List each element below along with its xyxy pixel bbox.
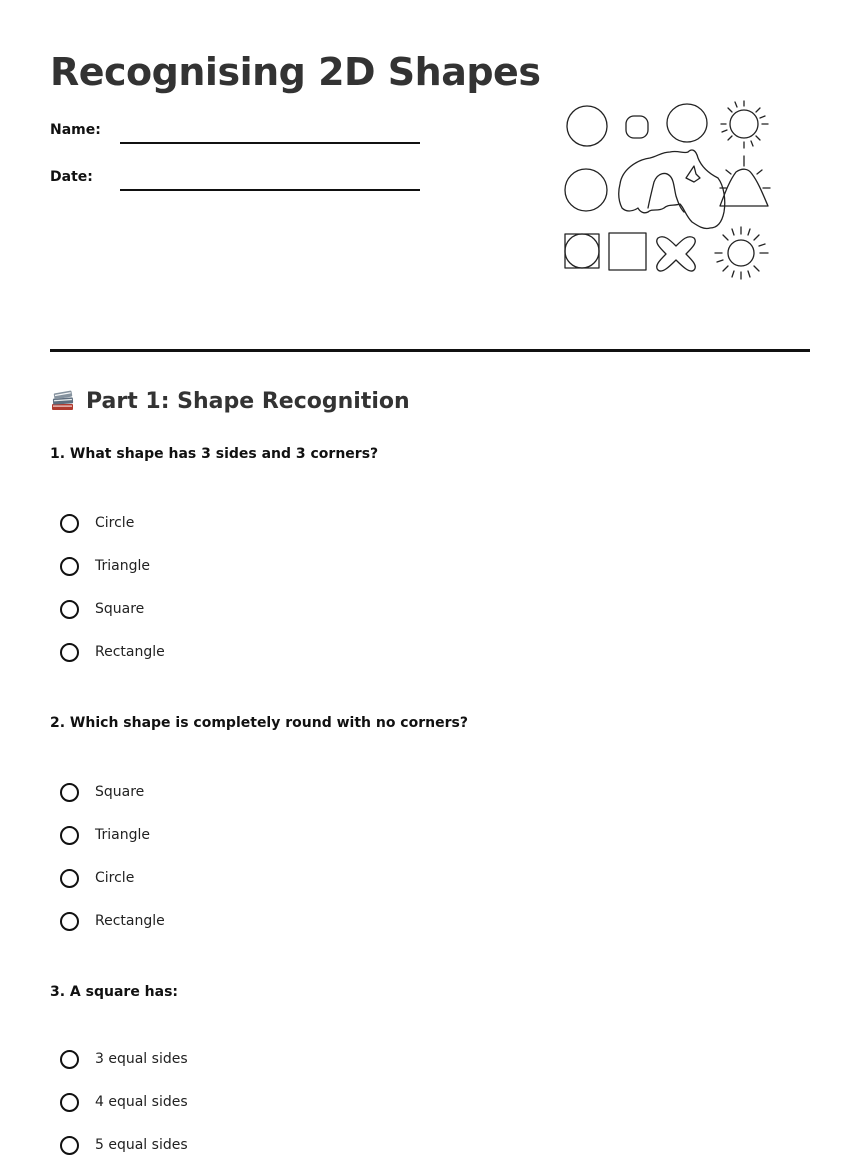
option-label: Triangle: [95, 558, 150, 574]
page-title: Recognising 2D Shapes: [50, 50, 541, 94]
option-square[interactable]: [60, 596, 144, 622]
option-label: 3 equal sides: [95, 1051, 188, 1067]
option-label: Rectangle: [95, 644, 165, 660]
option-3-equal-sides[interactable]: [60, 1046, 188, 1072]
option-square[interactable]: [60, 779, 144, 805]
option-rectangle[interactable]: [60, 908, 165, 934]
radio-button[interactable]: [60, 514, 79, 533]
option-rectangle[interactable]: [60, 639, 165, 665]
option-circle[interactable]: [60, 865, 134, 891]
date-input-line[interactable]: [120, 189, 420, 191]
radio-button[interactable]: [60, 912, 79, 931]
name-label: Name:: [50, 122, 101, 138]
radio-button[interactable]: [60, 869, 79, 888]
books-icon: [50, 388, 76, 414]
part1-heading-text: Part 1: Shape Recognition: [86, 388, 410, 414]
part1-heading: [50, 388, 410, 414]
option-label: 4 equal sides: [95, 1094, 188, 1110]
shapes-collage-icon: [560, 96, 775, 286]
option-label: Square: [95, 784, 145, 800]
radio-button[interactable]: [60, 826, 79, 845]
option-circle[interactable]: [60, 510, 134, 536]
option-label: Rectangle: [95, 913, 165, 929]
section-divider: [50, 349, 810, 352]
name-field: [50, 122, 420, 152]
option-label: Circle: [95, 870, 135, 886]
option-label: Square: [95, 601, 145, 617]
date-label: Date:: [50, 169, 93, 185]
radio-button[interactable]: [60, 1136, 79, 1155]
radio-button[interactable]: [60, 1050, 79, 1069]
question-text: 1. What shape has 3 sides and 3 corners?: [50, 446, 379, 462]
name-input-line[interactable]: [120, 142, 420, 144]
option-4-equal-sides[interactable]: [60, 1089, 188, 1115]
radio-button[interactable]: [60, 783, 79, 802]
option-label: Circle: [95, 515, 135, 531]
option-triangle[interactable]: [60, 822, 150, 848]
date-field: [50, 169, 420, 199]
radio-button[interactable]: [60, 643, 79, 662]
option-triangle[interactable]: [60, 553, 150, 579]
question-text: 3. A square has:: [50, 984, 179, 1000]
option-label: 5 equal sides: [95, 1137, 188, 1153]
radio-button[interactable]: [60, 1093, 79, 1112]
question-text: 2. Which shape is completely round with no corners?: [50, 715, 468, 731]
radio-button[interactable]: [60, 557, 79, 576]
option-label: Triangle: [95, 827, 150, 843]
option-5-equal-sides[interactable]: [60, 1132, 188, 1158]
radio-button[interactable]: [60, 600, 79, 619]
